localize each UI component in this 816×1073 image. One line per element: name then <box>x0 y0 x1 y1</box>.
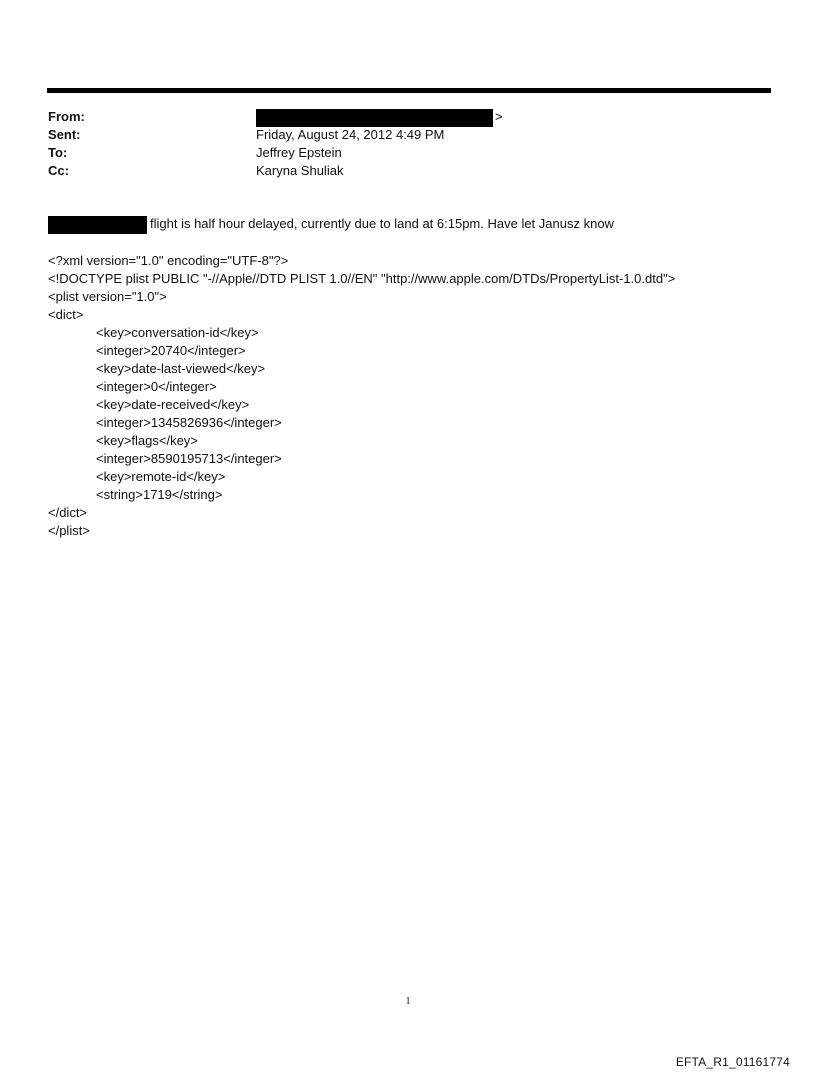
xml-line: <key>flags</key> <box>96 433 198 448</box>
xml-line: <integer>20740</integer> <box>96 343 246 358</box>
xml-line: <?xml version="1.0" encoding="UTF-8"?> <box>48 253 289 268</box>
message-redaction <box>48 216 147 234</box>
message-text: flight is half hour delayed, currently due to land at 6:15pm. Have let Janusz know <box>150 216 614 231</box>
xml-line: <key>remote-id</key> <box>96 469 226 484</box>
xml-line: <string>1719</string> <box>96 487 223 502</box>
from-label: From: <box>48 109 85 124</box>
sent-value: Friday, August 24, 2012 4:49 PM <box>256 127 445 142</box>
document-id: EFTA_R1_01161774 <box>675 1055 790 1069</box>
cc-value: Karyna Shuliak <box>256 163 344 178</box>
xml-line: <plist version="1.0"> <box>48 289 167 304</box>
from-suffix: > <box>495 109 503 124</box>
xml-line: <integer>8590195713</integer> <box>96 451 282 466</box>
xml-block <box>48 252 675 540</box>
xml-line: <key>conversation-id</key> <box>96 325 259 340</box>
cc-label: Cc: <box>48 163 69 178</box>
from-redaction <box>256 109 493 127</box>
to-label: To: <box>48 145 68 160</box>
xml-line: <key>date-last-viewed</key> <box>96 361 266 376</box>
message-body <box>48 215 614 234</box>
xml-line: <integer>1345826936</integer> <box>96 415 282 430</box>
from-value <box>256 108 503 127</box>
xml-line: <integer>0</integer> <box>96 379 217 394</box>
page-number: 1 <box>405 996 411 1007</box>
sent-label: Sent: <box>48 127 81 142</box>
to-value: Jeffrey Epstein <box>256 145 342 160</box>
header-rule <box>47 88 771 93</box>
xml-line: <key>date-received</key> <box>96 397 250 412</box>
xml-line: <dict> <box>48 307 84 322</box>
xml-line: <!DOCTYPE plist PUBLIC "-//Apple//DTD PLIST 1.0//EN" "http://www.apple.com/DTDs/PropertyList-1.0.dtd"> <box>48 271 676 286</box>
xml-line: </plist> <box>48 523 90 538</box>
xml-line: </dict> <box>48 505 88 520</box>
